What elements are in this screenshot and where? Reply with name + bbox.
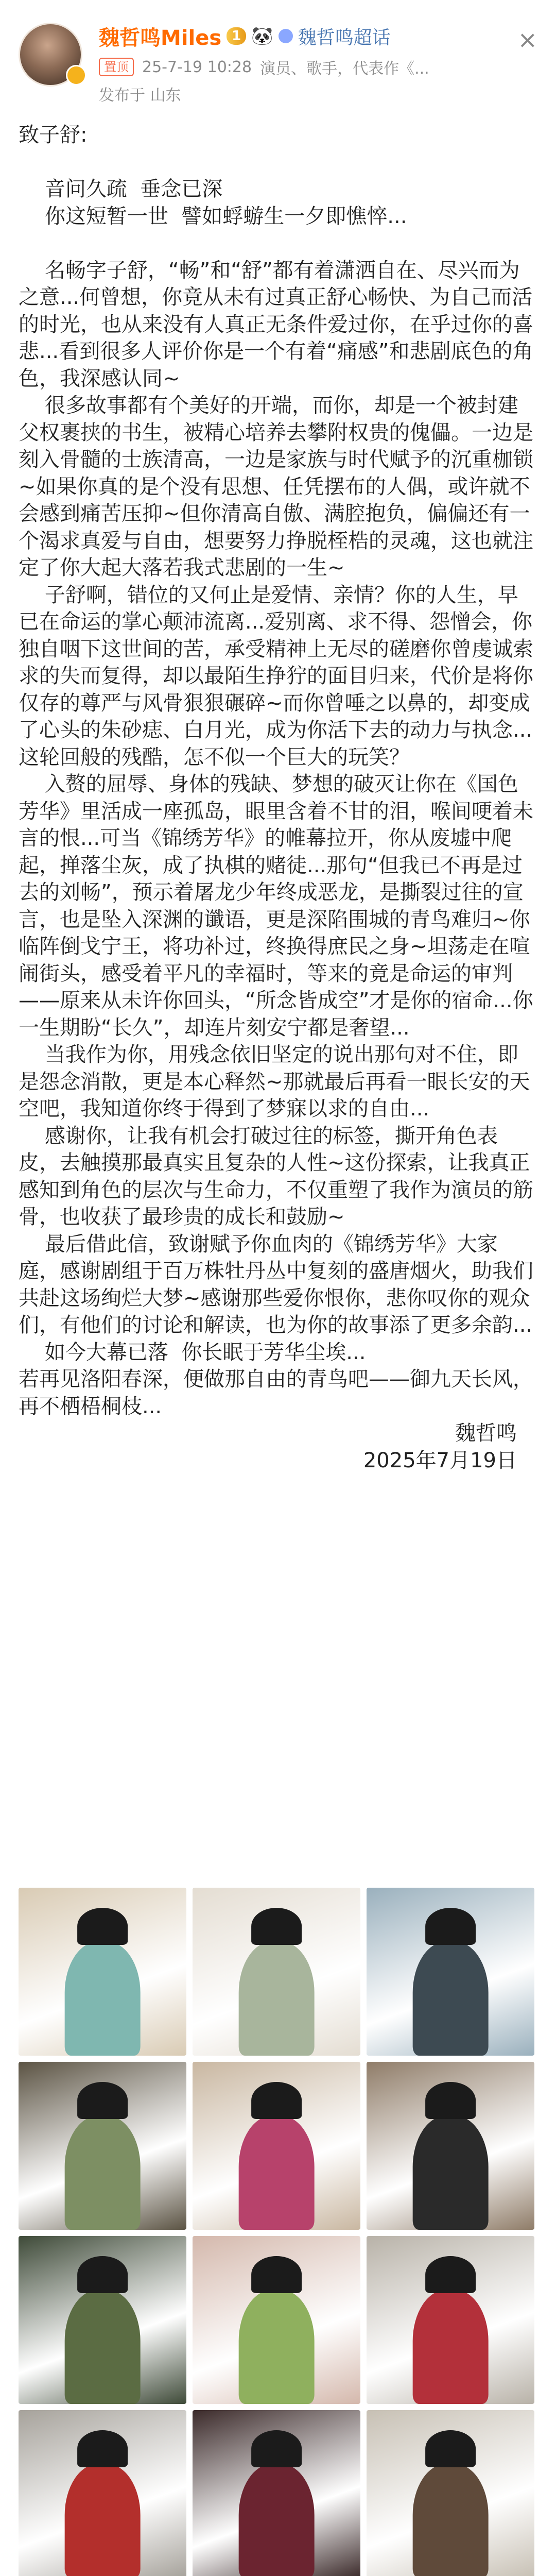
photo-hat [77, 2256, 128, 2293]
post-location: 发布于 山东 [99, 87, 181, 105]
paragraph: 入赘的屈辱、身体的残缺、梦想的破灭让你在《国色芳华》里活成一座孤岛，眼里含着不甘的泪，喉间哽着未言的恨...可当《锦绣芳华》的帷幕拉开，你从废墟中爬起，掸落尘灰，成了执棋的赌徒...那句“但我已不再是过去的刘畅”，预示着屠龙少年终成恶龙，是撕裂过往的宣言，也是坠入深渊的谶语，更是深陷围城的青鸟难归~你临阵倒戈宁王，将功补过，终换得庶民之身~坦荡走在喧闹街头，感受着平凡的幸福时，等来的竟是命运的审判——原来从未许你回头，“所念皆成空”才是你的宿命...你一生期盼“长久”，却连片刻安宁都是奢望... [19, 772, 533, 1040]
photo-hat [77, 2430, 128, 2467]
photo-hat [251, 2082, 302, 2119]
photo-figure [239, 2290, 315, 2404]
close-icon[interactable]: × [517, 26, 537, 54]
user-description: 演员、歌手，代表作《... [260, 60, 429, 78]
post-body [19, 122, 537, 1474]
salutation: 致子舒: [19, 123, 88, 147]
photo-1[interactable] [19, 1888, 186, 2056]
photo-hat [425, 2430, 476, 2467]
photo-figure [413, 2115, 489, 2230]
post-date: 25-7-19 10:28 [142, 58, 252, 76]
photo-hat [77, 2082, 128, 2119]
username[interactable]: 魏哲鸣Miles [99, 26, 222, 50]
paragraph: 子舒啊，错位的又何止是爱情、亲情？你的人生，早已在命运的掌心颠沛流离...爱别离、求不得、怨憎会，你独自咽下这世间的苦，承受精神上无尽的磋磨你曾虔诚索求的失而复得，却以最陌生挣狞的面目归来，代价是将你仅存的尊严与风骨狠狠碾碎~而你曾唾之以鼻的，却变成了心头的朱砂痣、白月光，成为你活下去的动力与执念...这轮回般的残酷，怎不似一个巨大的玩笑？ [19, 583, 533, 769]
poem-line: 你这短暂一世 譬如蜉蝣生一夕即憔悴... [44, 204, 407, 228]
name-row [99, 23, 391, 49]
photo-hat [425, 1908, 476, 1945]
paragraph: 名畅字子舒，“畅”和“舒”都有着潇洒自在、尽兴而为之意...何曾想，你竟从未有过真正舒心畅快、为自己而活的时光，也从来没有人真正无条件爱过你，在乎过你的喜悲...看到很多人评价你是一个有着“痛感”和悲剧底色的角色，我深感认同~ [19, 258, 533, 391]
photo-10[interactable] [19, 2410, 186, 2576]
photo-figure [413, 2290, 489, 2404]
photo-figure [65, 2290, 141, 2404]
spacer [19, 230, 537, 257]
signature-date: 2025年7月19日 [363, 1448, 517, 1472]
verified-badge-icon [66, 65, 86, 86]
paragraph: 当我作为你，用残念依旧坚定的说出那句对不住，即是怨念消散，更是本心释然~那就最后再看一眼长安的天空吧，我知道你终于得到了梦寐以求的自由... [19, 1043, 530, 1121]
photo-figure [239, 1941, 315, 2056]
vip-badge-icon: 1 [227, 27, 246, 45]
photo-7[interactable] [19, 2236, 186, 2404]
paragraph: 很多故事都有个美好的开端，而你，却是一个被封建父权裹挟的书生，被精心培养去攀附权贵的傀儡。一边是刻入骨髓的士族清高，一边是家族与时代赋予的沉重枷锁~如果你真的是个没有思想、任凭摆布的人偶，或许就不会感到痛苦压抑~但你清高自傲、满腔抱负，偏偏还有一个渴求真爱与自由，想要努力挣脱桎梏的灵魂，这也就注定了你大起大落若我式悲剧的一生~ [19, 394, 533, 580]
photo-8[interactable] [193, 2236, 360, 2404]
paragraph: 最后借此信，致谢赋予你血肉的《锦绣芳华》大家庭，感谢剧组于百万株牡丹丛中复刻的盛唐烟火，助我们共赴这场绚烂大梦~感谢那些爱你恨你，悲你叹你的观众们，有他们的讨论和解读，也为你的故事添了更多余韵... [19, 1232, 533, 1337]
photo-5[interactable] [193, 2062, 360, 2230]
photo-6[interactable] [367, 2062, 534, 2230]
spacer [19, 149, 537, 176]
photo-hat [77, 1908, 128, 1945]
diamond-icon [279, 29, 293, 43]
pinned-tag: 置顶 [99, 58, 134, 76]
photo-4[interactable] [19, 2062, 186, 2230]
photo-hat [425, 2082, 476, 2119]
photo-hat [251, 2256, 302, 2293]
photo-2[interactable] [193, 1888, 360, 2056]
photo-figure [239, 2464, 315, 2576]
poem-line: 音问久疏 垂念已深 [44, 177, 223, 201]
photo-3[interactable] [367, 1888, 534, 2056]
photo-gallery [19, 1888, 537, 2576]
post-meta [99, 56, 429, 78]
photo-11[interactable] [193, 2410, 360, 2576]
photo-figure [413, 1941, 489, 2056]
paragraph: 感谢你，让我有机会打破过往的标签，撕开角色表皮，去触摸那最真实且复杂的人性~这份探索，让我真正感知到角色的层次与生命力，不仅重塑了我作为演员的筋骨，也收获了最珍贵的成长和鼓励~ [19, 1124, 533, 1229]
photo-figure [65, 2464, 141, 2576]
panda-icon: 🐼 [251, 26, 273, 46]
photo-hat [425, 2256, 476, 2293]
photo-9[interactable] [367, 2236, 534, 2404]
photo-figure [65, 1941, 141, 2056]
signature-name: 魏哲鸣 [455, 1421, 517, 1445]
supertopic-link[interactable]: 魏哲鸣超话 [298, 27, 391, 48]
photo-12[interactable] [367, 2410, 534, 2576]
photo-hat [251, 2430, 302, 2467]
photo-figure [65, 2115, 141, 2230]
paragraph: 如今大幕已落 你长眠于芳华尘埃... [44, 1340, 366, 1364]
photo-figure [413, 2464, 489, 2576]
photo-hat [251, 1908, 302, 1945]
post-header [0, 0, 556, 124]
paragraph: 若再见洛阳春深，便做那自由的青鸟吧——御九天长风，再不栖梧桐枝... [19, 1367, 533, 1418]
photo-figure [239, 2115, 315, 2230]
